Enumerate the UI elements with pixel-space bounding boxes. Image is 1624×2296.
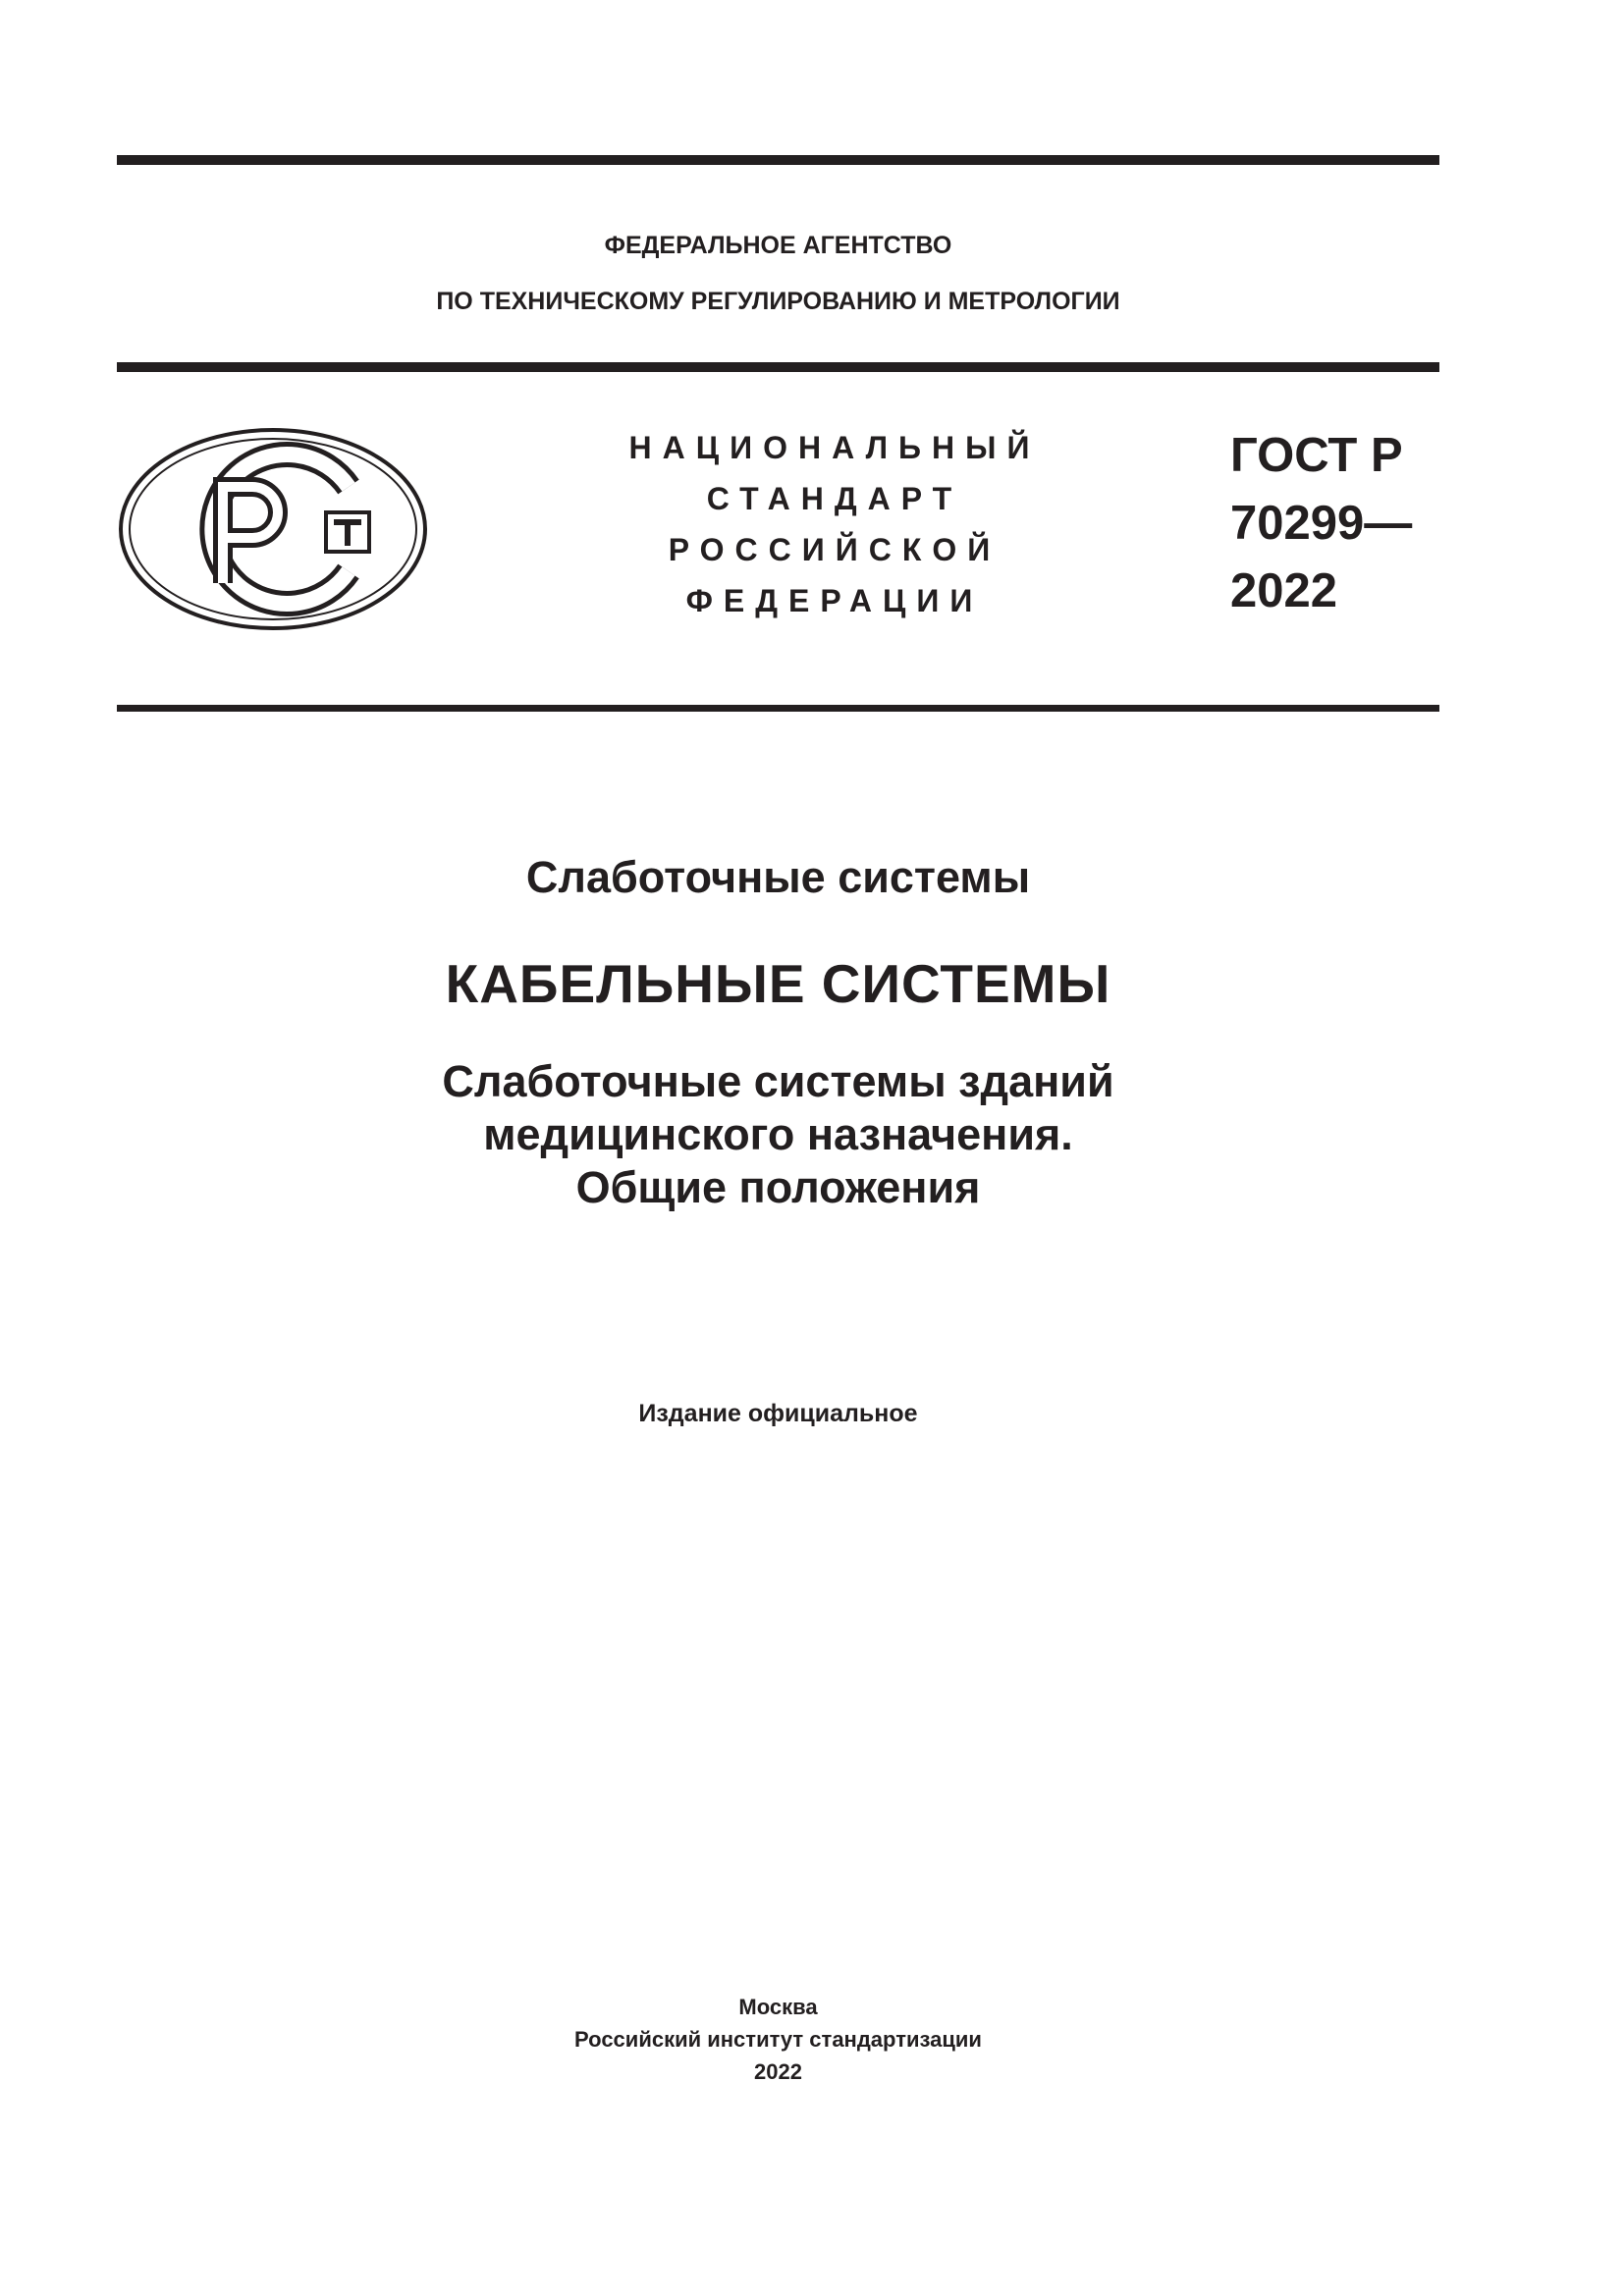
designation-line-2: 70299— — [1230, 497, 1413, 550]
designation-line-3: 2022 — [1230, 564, 1338, 617]
top-rule — [117, 155, 1439, 165]
national-standard-line-2: СТАНДАРТ — [706, 481, 963, 516]
title-rule — [117, 705, 1439, 712]
header-rule — [117, 362, 1439, 372]
imprint-year: 2022 — [754, 2059, 802, 2084]
standard-designation — [1230, 422, 1412, 625]
national-standard-line-3: РОССИЙСКОЙ — [668, 532, 1001, 567]
imprint-city: Москва — [738, 1995, 818, 2019]
title-sub-line-3: Общие положения — [575, 1162, 981, 1212]
agency-line-1: ФЕДЕРАЛЬНОЕ АГЕНТСТВО — [604, 232, 952, 259]
imprint-publisher: Российский институт стандартизации — [574, 2027, 982, 2052]
designation-line-1: ГОСТ Р — [1230, 429, 1403, 482]
national-standard-line-4: ФЕДЕРАЦИИ — [685, 583, 984, 618]
title-sub — [117, 1055, 1439, 1214]
title-main: КАБЕЛЬНЫЕ СИСТЕМЫ — [445, 953, 1111, 1014]
national-standard-line-1: НАЦИОНАЛЬНЫЙ — [628, 430, 1041, 465]
title-sub-line-2: медицинского назначения. — [483, 1109, 1073, 1159]
imprint — [117, 1991, 1439, 2088]
edition-note: Издание официальное — [638, 1400, 918, 1427]
agency-header — [117, 218, 1439, 330]
rst-certification-logo-icon — [117, 426, 429, 632]
title-group: Слаботочные системы — [525, 852, 1031, 902]
title-sub-line-1: Слаботочные системы зданий — [442, 1056, 1114, 1106]
national-standard-label — [599, 422, 1070, 626]
agency-line-2: ПО ТЕХНИЧЕСКОМУ РЕГУЛИРОВАНИЮ И МЕТРОЛОГИИ — [436, 288, 1120, 315]
